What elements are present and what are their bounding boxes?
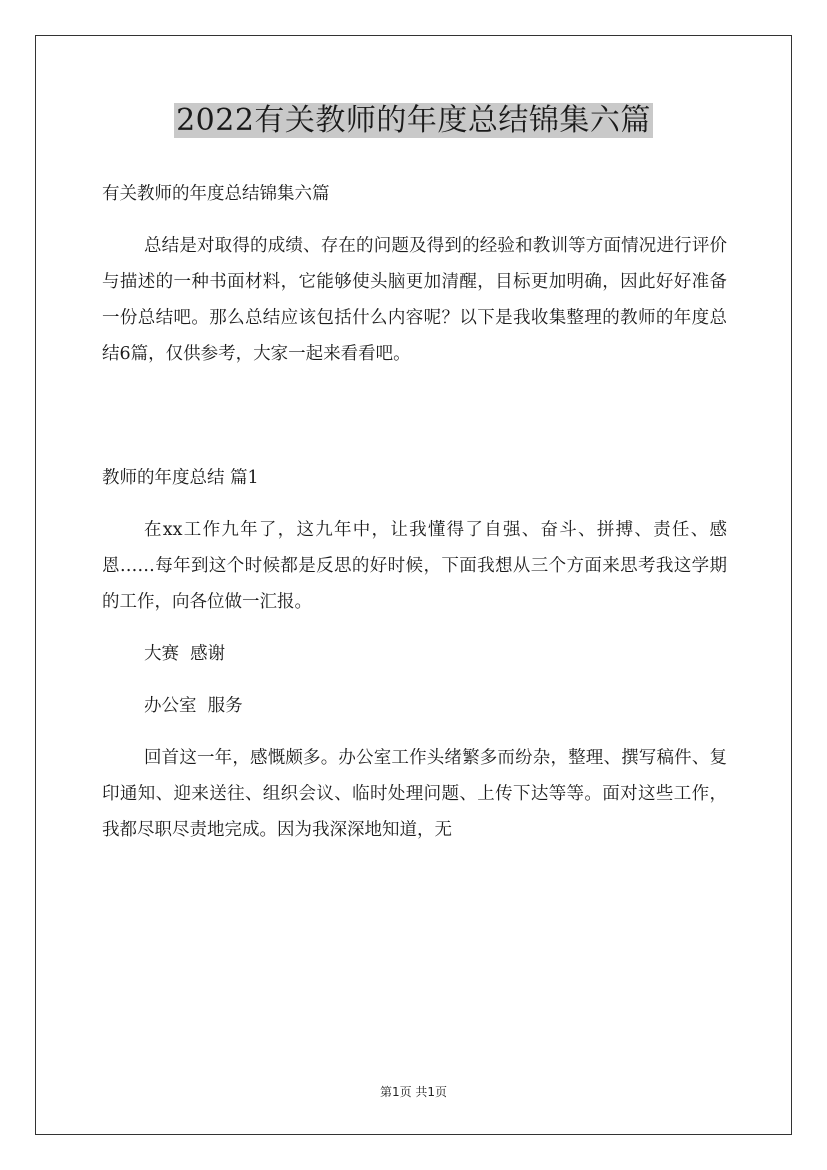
section-paragraph-2: 回首这一年，感慨颇多。办公室工作头绪繁多而纷杂，整理、撰写稿件、复印通知、迎来送往、组织会议、临时处理问题、上传下达等等。面对这些工作，我都尽职尽责地完成。因为我深深地知道，无 [102,748,727,840]
document-subtitle: 有关教师的年度总结锦集六篇 [102,184,330,204]
document-body [102,176,727,848]
intro-paragraph: 总结是对取得的成绩、存在的问题及得到的经验和教训等方面情况进行评价与描述的一种书面材料，它能够使头脑更加清醒，目标更加明确，因此好好准备一份总结吧。那么总结应该包括什么内容呢？以下是我收集整理的教师的年度总结6篇，仅供参考，大家一起来看看吧。 [102,236,727,364]
section-paragraph-1: 在xx工作九年了，这九年中，让我懂得了自强、奋斗、拼搏、责任、感恩……每年到这个时候都是反思的好时候，下面我想从三个方面来思考我这学期的工作，向各位做一汇报。 [102,520,727,612]
section-heading: 教师的年度总结 篇1 [102,468,259,488]
list-item-office: 办公室 服务 [144,696,243,716]
page-footer: 第1页 共1页 [379,1085,448,1099]
document-title: 2022有关教师的年度总结锦集六篇 [176,103,651,138]
list-item-contest: 大赛 感谢 [144,644,226,664]
